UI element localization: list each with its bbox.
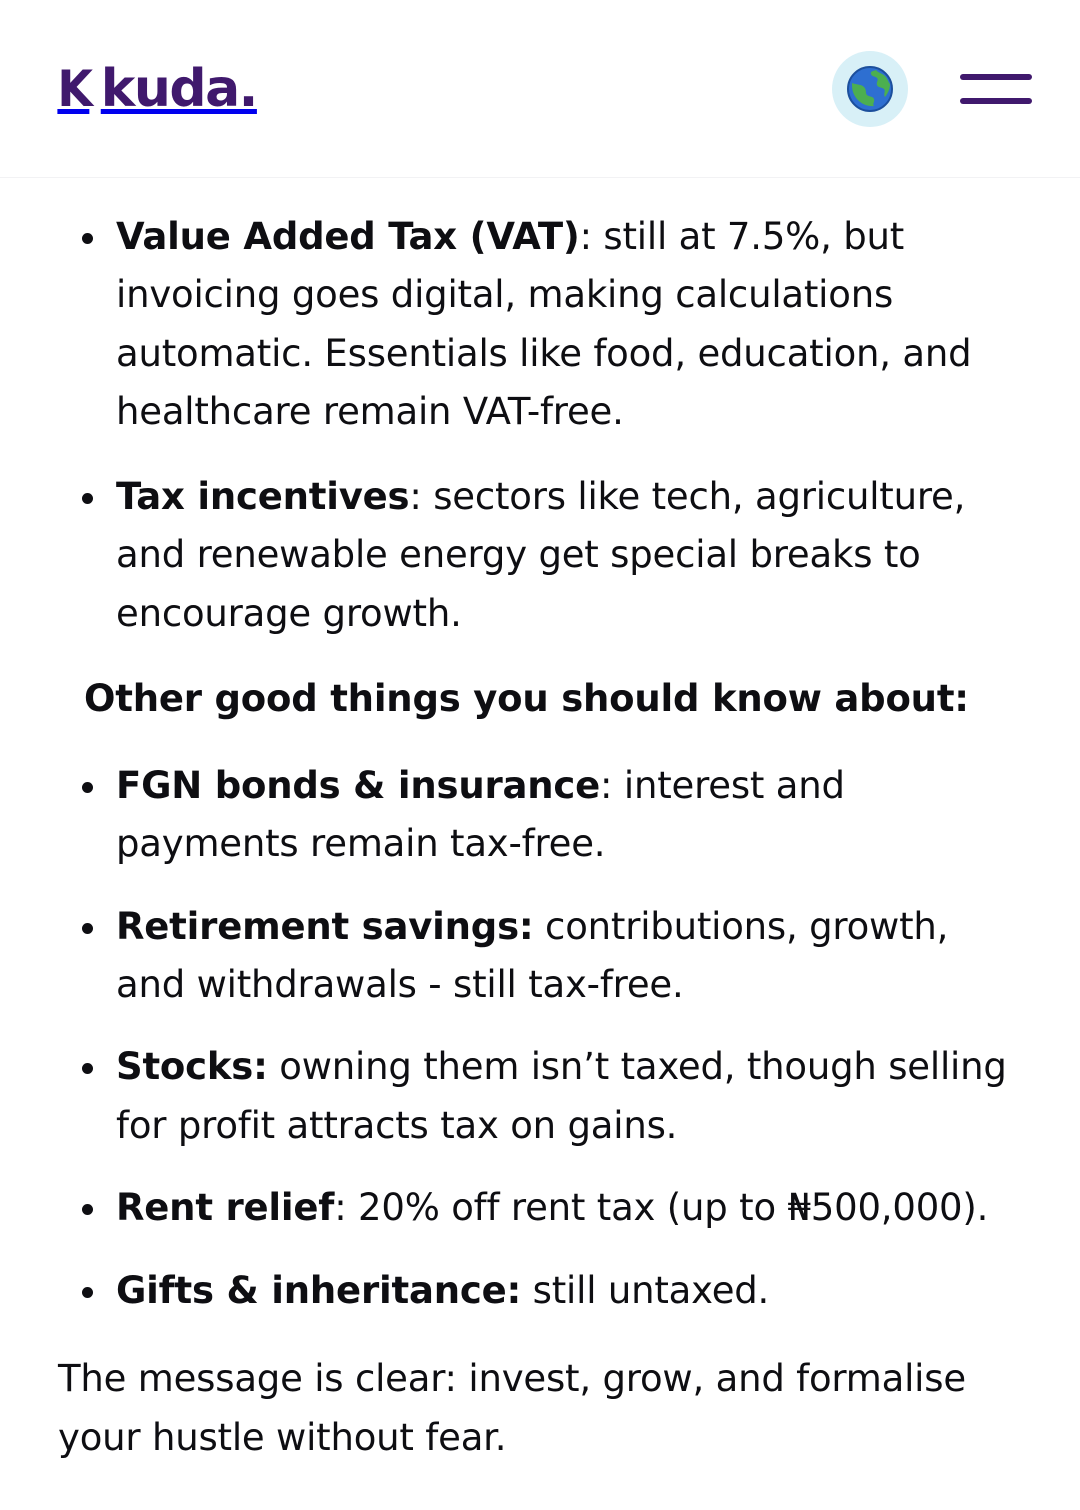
list-item-text: : 20% off rent tax (up to ₦500,000).	[334, 1186, 989, 1230]
globe-icon-svg	[846, 65, 894, 113]
list-item-text: still untaxed.	[521, 1268, 770, 1312]
list-item-text: owning them isn’t taxed, though selling for profit attracts tax on gains.	[116, 1045, 1007, 1147]
list-item	[58, 1179, 1022, 1237]
hamburger-menu-icon[interactable]	[960, 61, 1032, 117]
closing-paragraph: The message is clear: invest, grow, and formalise your hustle without fear.	[58, 1357, 966, 1459]
tax-points-list	[58, 208, 1022, 643]
section-heading: Other good things you should know about:	[84, 677, 969, 721]
list-item	[58, 1262, 1022, 1320]
list-item-lead: Rent relief	[116, 1186, 335, 1230]
list-item	[58, 468, 1022, 643]
list-item-lead: Tax incentives	[116, 474, 410, 518]
list-item	[58, 1038, 1022, 1155]
list-item	[58, 757, 1022, 874]
list-item-lead: Gifts & inheritance:	[116, 1268, 522, 1312]
kuda-logo-wordmark: kuda.	[100, 58, 257, 119]
menu-bar-bottom	[960, 98, 1032, 104]
kuda-logo[interactable]	[56, 58, 257, 119]
list-item-text: contributions, growth, and withdrawals - still tax-free.	[116, 904, 949, 1007]
list-item-lead: Retirement savings:	[116, 904, 534, 948]
list-item	[58, 898, 1022, 1015]
list-item	[58, 208, 1022, 442]
article-body	[0, 178, 1080, 1467]
header-actions	[832, 51, 1032, 127]
list-item-lead: Value Added Tax (VAT)	[116, 215, 580, 258]
globe-icon[interactable]	[832, 51, 908, 127]
kuda-logo-mark: K	[57, 59, 90, 118]
list-item-text: : sectors like tech, agriculture, and renewable energy get special breaks to encourage growth.	[116, 474, 966, 635]
list-item-lead: Stocks:	[116, 1045, 268, 1089]
menu-bar-top	[960, 74, 1032, 80]
site-header	[0, 0, 1080, 178]
list-item-text: : still at 7.5%, but invoicing goes digital, making calculations automatic. Essentials like food, education, and healthcare remain VAT-free.	[116, 215, 972, 434]
list-item-text: : interest and payments remain tax-free.	[116, 763, 845, 866]
good-things-list	[58, 757, 1022, 1321]
list-item-lead: FGN bonds & insurance	[116, 763, 601, 807]
